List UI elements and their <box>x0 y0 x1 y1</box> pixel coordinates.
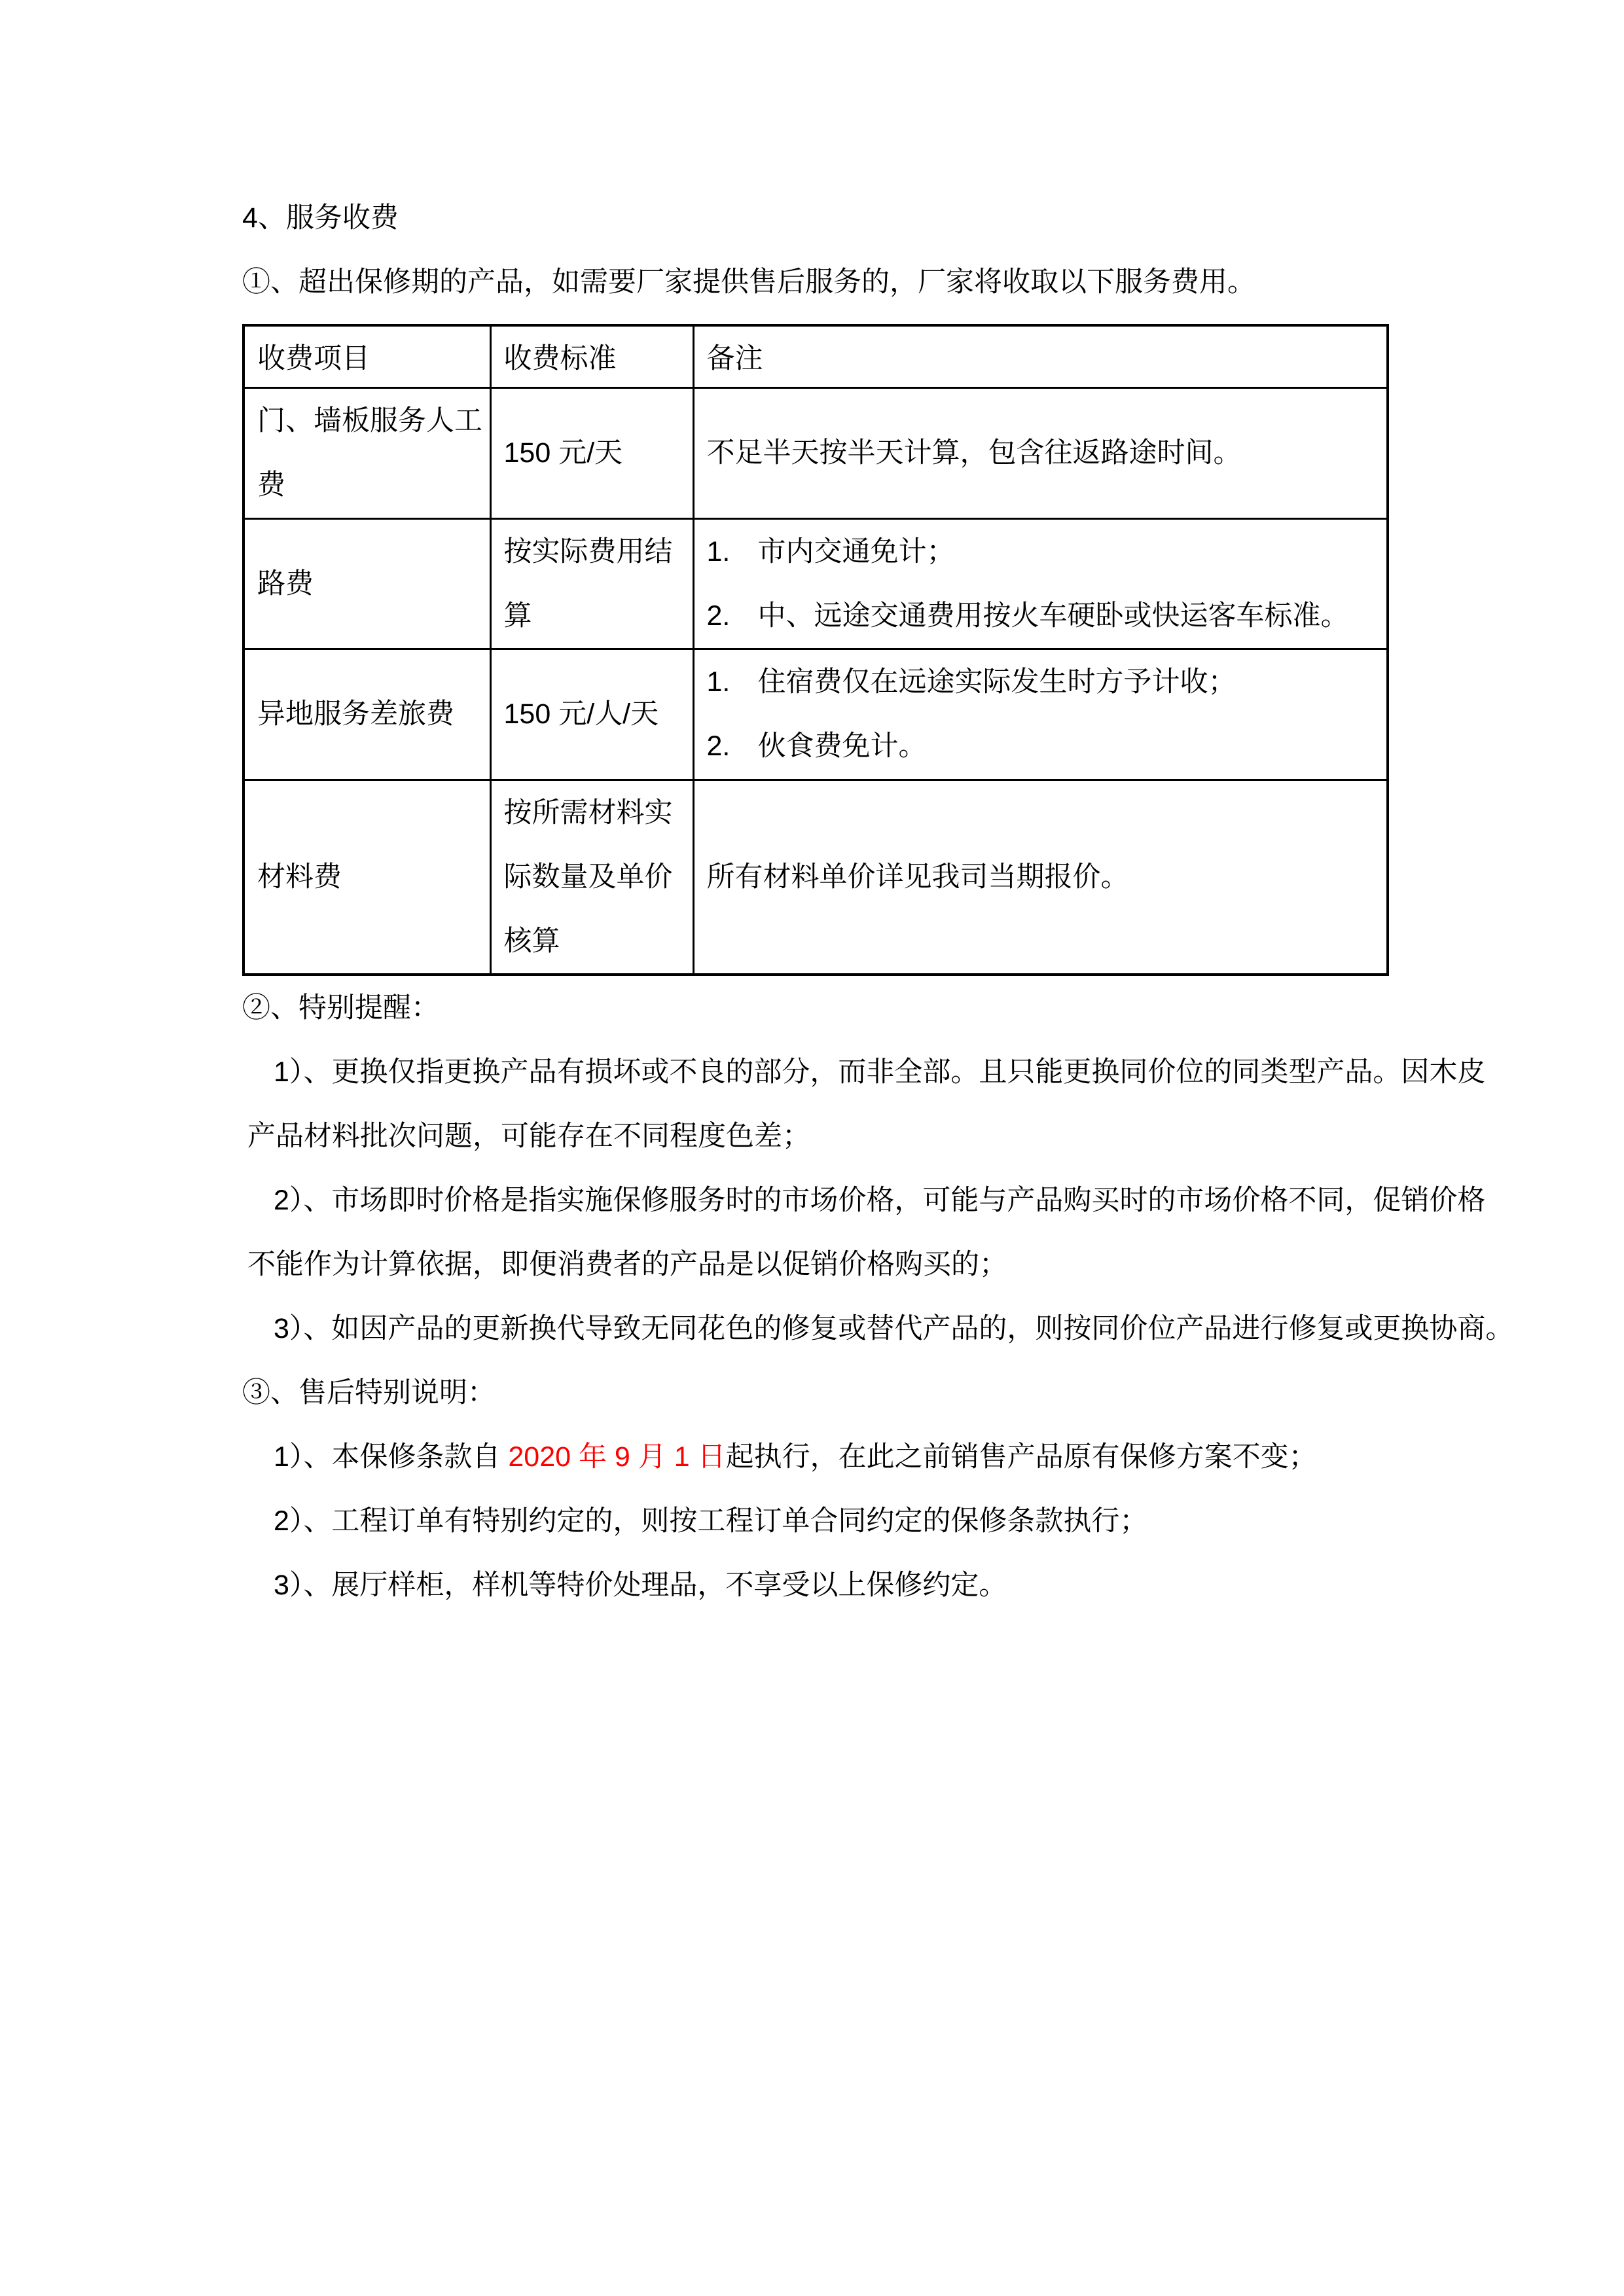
remark-list-text: 伙食费免计。 <box>757 730 927 762</box>
fee-cell-item <box>244 518 490 649</box>
note-text-segment: 1）、更换仅指更换产品有损坏或不良的部分，而非全部。且只能更换同价位的同类型产品。因木皮 <box>274 1056 1486 1088</box>
fee-cell-item <box>244 387 490 518</box>
intro-paragraph: ①、超出保修期的产品，如需要厂家提供售后服务的，厂家将收取以下服务费用。 <box>242 266 1255 298</box>
note-text-segment: 2）、工程订单有特别约定的，则按工程订单合同约定的保修条款执行； <box>274 1505 1148 1537</box>
cell-line: 异地服务差旅费 <box>257 698 454 730</box>
fee-cell-remark <box>693 649 1388 780</box>
note-item-line <box>242 1104 1389 1168</box>
cell-line: 算 <box>503 600 532 632</box>
remark-list-number: 1. <box>706 535 731 567</box>
cell-line: 门、墙板服务人工 <box>257 405 482 437</box>
note-text-segment: 1）、本保修条款自 <box>274 1441 509 1473</box>
note-item-line <box>242 1489 1389 1553</box>
note-section-title: ③、售后特别说明： <box>242 1376 496 1408</box>
fee-cell-standard <box>490 649 693 780</box>
remark-list-number: 2. <box>706 730 731 762</box>
fee-col-header-standard: 收费标准 <box>490 325 693 387</box>
note-text-segment: 2）、市场即时价格是指实施保修服务时的市场价格，可能与产品购买时的市场价格不同，促销价格 <box>274 1184 1486 1216</box>
fee-cell-standard <box>490 387 693 518</box>
remark-list-number: 1. <box>706 666 731 698</box>
note-item-line <box>242 1425 1389 1489</box>
fee-col-header-remark: 备注 <box>693 325 1388 387</box>
fee-cell-standard <box>490 518 693 649</box>
fee-table-row <box>244 518 1388 649</box>
cell-line: 150 元/人/天 <box>503 698 659 730</box>
note-text-segment: 3）、如因产品的更新换代导致无同花色的修复或替代产品的，则按同价位产品进行修复或更换协商。 <box>274 1312 1514 1344</box>
fee-table <box>242 324 1389 976</box>
note-item-line <box>242 1232 1389 1297</box>
cell-line: 核算 <box>503 925 560 957</box>
remark-text: 所有材料单价详见我司当期报价。 <box>706 861 1129 893</box>
section-heading: 4、服务收费 <box>242 202 399 234</box>
note-text-segment: 不能作为计算依据，即便消费者的产品是以促销价格购买的； <box>247 1248 1007 1280</box>
fee-table-head <box>244 325 1388 387</box>
cell-line: 按实际费用结 <box>503 535 673 567</box>
fee-table-row <box>244 649 1388 780</box>
fee-col-header-item: 收费项目 <box>244 325 490 387</box>
note-item-line <box>242 1297 1514 1361</box>
note-text-segment: 3）、展厅样柜，样机等特价处理品，不享受以上保修约定。 <box>274 1569 1007 1601</box>
fee-cell-item <box>244 649 490 780</box>
cell-line: 际数量及单价 <box>503 861 673 893</box>
notes <box>242 976 1514 1617</box>
fee-cell-remark <box>693 387 1388 518</box>
fee-table-header-row <box>244 325 1388 387</box>
remark-text: 不足半天按半天计算，包含往返路途时间。 <box>706 437 1242 469</box>
cell-line: 按所需材料实 <box>503 797 673 829</box>
fee-cell-remark <box>693 518 1388 649</box>
remark-list-text: 住宿费仅在远途实际发生时方予计收； <box>757 666 1236 698</box>
note-text-segment: 产品材料批次问题，可能存在不同程度色差； <box>247 1120 810 1152</box>
cell-line: 费 <box>257 469 285 501</box>
fee-cell-item <box>244 780 490 975</box>
remark-list-item <box>707 520 1380 584</box>
fee-table-row <box>244 387 1388 518</box>
remark-list-text: 市内交通免计； <box>757 535 955 567</box>
remark-list-text: 中、远途交通费用按火车硬卧或快运客车标准。 <box>757 600 1349 632</box>
note-item-line <box>242 1553 1389 1617</box>
note-item-line <box>242 1168 1486 1232</box>
document-content <box>242 186 1514 1617</box>
remark-list-item <box>707 584 1380 648</box>
note-item-line <box>242 1040 1486 1104</box>
fee-cell-standard <box>490 780 693 975</box>
cell-line: 路费 <box>257 567 314 600</box>
remark-list-item <box>707 650 1380 714</box>
fee-cell-remark <box>693 780 1388 975</box>
fee-table-row <box>244 780 1388 975</box>
highlight-date: 2020 年 9 月 1 日 <box>508 1441 726 1473</box>
cell-line: 材料费 <box>257 861 342 893</box>
cell-line: 150 元/天 <box>503 437 623 469</box>
note-section-title: ②、特别提醒： <box>242 992 439 1024</box>
note-text-segment: 起执行，在此之前销售产品原有保修方案不变； <box>725 1441 1317 1473</box>
remark-list-number: 2. <box>706 600 731 632</box>
fee-table-body <box>244 387 1388 975</box>
remark-list-item <box>707 714 1380 778</box>
